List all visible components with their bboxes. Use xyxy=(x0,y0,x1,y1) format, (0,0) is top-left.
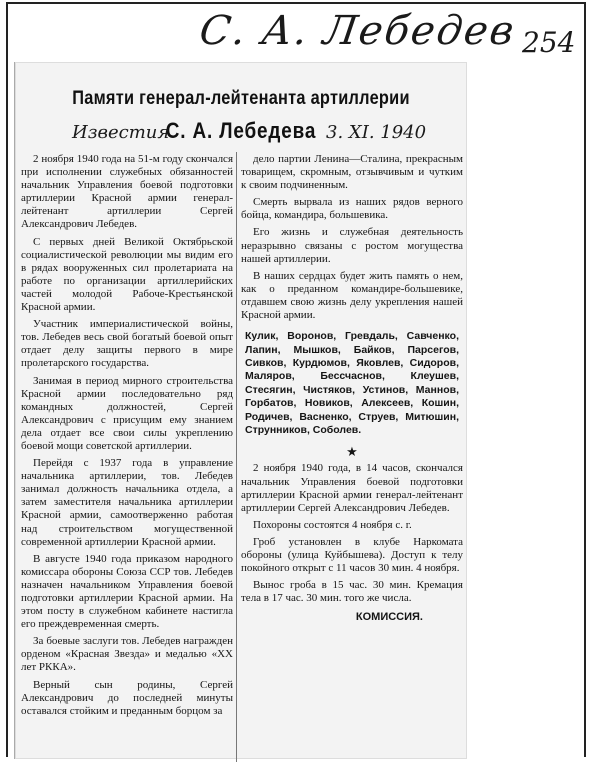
paragraph: За боевые заслуги тов. Лебедев награжден орденом «Красная Звезда» и медалью «XX лет РККА». xyxy=(21,635,233,674)
newspaper-clipping xyxy=(14,62,467,759)
scan-frame-right xyxy=(584,2,586,757)
paragraph: дело партии Ленина—Сталина, прекрасным товарищем, скромным, отзывчивым и чутким к своим подчиненным. xyxy=(241,153,463,192)
scan-frame-left xyxy=(6,2,8,757)
scan-frame-top xyxy=(6,2,586,4)
headline-line-2: С. А. Лебедева xyxy=(165,118,317,143)
headline-line-1: Памяти генерал-лейтенанта артиллерии xyxy=(72,88,410,109)
paragraph: 2 ноября 1940 года на 51-м году скончался при исполнении служебных обязанностей начальник Управления боевой подготовки артиллерии Красной армии генерал-лейтенант артиллерии Сергей Александрович Лебедев. xyxy=(21,153,233,231)
paragraph: В наших сердцах будет жить память о нем, как о преданном командире-большевике, отдавшем свою жизнь делу укрепления нашей Красной армии. xyxy=(241,269,463,322)
notice-paragraph: Вынос гроба в 15 час. 30 мин. Кремация тела в 17 час. 30 мин. того же числа. xyxy=(241,579,463,605)
paragraph: С первых дней Великой Октябрьской социалистической революции мы видим его в рядах вооруженных сил пролетариата на работе по организации артиллерийских частей молодой Рабоче-Крестьянской Красной армии. xyxy=(21,235,233,314)
notice-paragraph: Гроб установлен в клубе Наркомата обороны (улица Куйбышева). Доступ к телу покойного открыт с 11 часов 30 мин. 4 ноября. xyxy=(241,535,463,575)
notice-paragraph: 2 ноября 1940 года, в 14 часов, скончался начальник Управления боевой подготовки артиллерии Красной армии генерал-лейтенант артиллерии Сергей Александрович Лебедев. xyxy=(241,462,463,514)
paragraph: Участник империалистической войны, тов. Лебедев весь свой богатый боевой опыт отдает делу защиты первого в мире пролетарского государства. xyxy=(21,318,233,370)
handwritten-name: С. А. Лебедев xyxy=(196,8,519,54)
handwritten-date: 3. XI. 1940 xyxy=(326,122,427,143)
column-divider xyxy=(236,152,237,762)
notice-paragraph: Похороны состоятся 4 ноября с. г. xyxy=(253,518,412,531)
paragraph: В августе 1940 года приказом народного комиссара обороны Союза ССР тов. Лебедев назначен начальником Управления боевой подготовки артиллерии Красной армии. На этом посту в служебном кабинете настигла его преждевременная смерть. xyxy=(21,552,233,631)
star-separator: ★ xyxy=(346,444,358,460)
paragraph: Перейдя с 1937 года в управление начальника артиллерии, тов. Лебедев занимал должность начальника отдела, а затем заместителя начальника артиллерии Красной армии, самоотверженно работая над строительством могущественной современной артиллерии Красной армии. xyxy=(21,457,233,548)
paragraph: Занимая в период мирного строительства Красной армии последовательно ряд командных должностей, Сергей Александрович с присущим ему знанием дела отдает все свои силы укреплению боевой мощи советской артиллерии. xyxy=(21,374,233,452)
handwritten-page-number: 254 xyxy=(522,26,576,59)
right-column xyxy=(241,153,463,625)
paragraph: Смерть вырвала из наших рядов верного бойца, командира, большевика. xyxy=(241,196,463,222)
paragraph: Верный сын родины, Сергей Александрович до последней минуты оставался стойким и преданным борцом за xyxy=(21,678,233,717)
commission-signature: КОМИССИЯ. xyxy=(355,611,423,624)
handwritten-source: Известия xyxy=(72,122,170,143)
left-column xyxy=(21,153,233,722)
paragraph: Его жизнь и служебная деятельность неразрывно связаны с ростом могущества нашей артиллерии. xyxy=(241,226,463,265)
signatories-list: Кулик, Воронов, Гревдаль, Савченко, Лапин, Мышков, Байков, Парсегов, Сивков, Курдюмов, Яковлев, Сидоров, Маляров, Бессчаснов, Клеушев, Стесягин, Чистяков, Устинов, Маннов, Горбатов, Новиков, Алексеев, Кошин, Родичев, Васненко, Струев, Митюшин, Струнников, Соболев. xyxy=(245,330,459,436)
